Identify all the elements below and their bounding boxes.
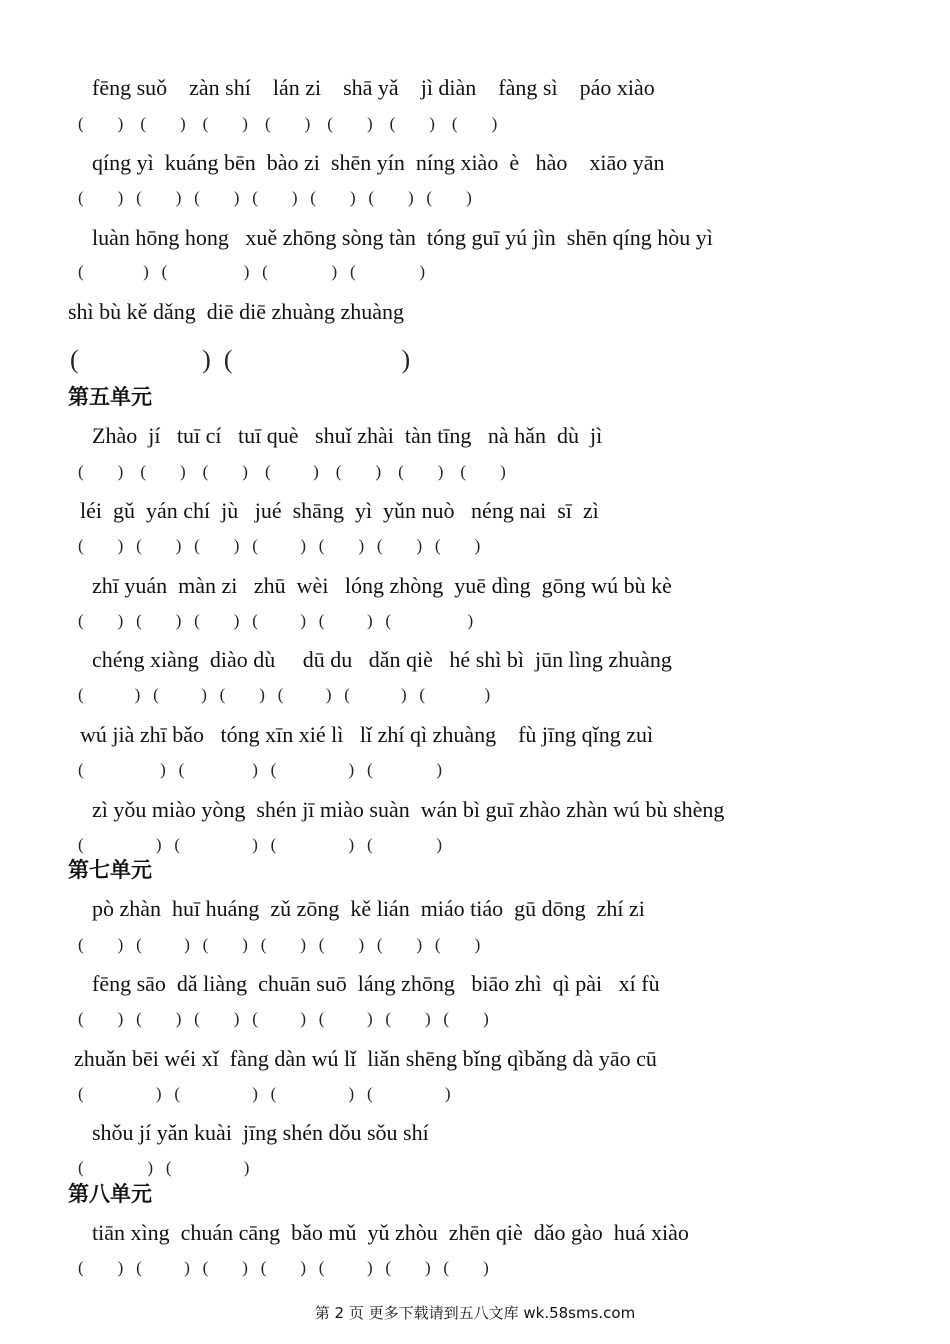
pinyin-line: qíng yì kuáng bēn bào zi shēn yín níng xiào è hào xiāo yān [92,150,665,175]
answer-brackets[interactable]: ( ) ( ) ( ) ( ) ( ) ( ) [78,611,474,630]
pinyin-line: Zhào jí tuī cí tuī què shuǐ zhài tàn tīng nà hǎn dù jì [92,423,603,448]
answer-brackets[interactable]: ( ) ( ) [78,1158,250,1177]
pinyin-line: shǒu jí yǎn kuài jīng shén dǒu sǒu shí [92,1120,429,1145]
pinyin-line: shì bù kě dǎng diē diē zhuàng zhuàng [68,299,405,324]
pinyin-line: pò zhàn huī huáng zǔ zōng kě lián miáo tiáo gū dōng zhí zi [92,896,645,921]
pinyin-line: fēng sāo dǎ liàng chuān suō láng zhōng biāo zhì qì pài xí fù [92,971,660,996]
pinyin-line: zhī yuán màn zi zhū wèi lóng zhòng yuē dìng gōng wú bù kè [92,573,672,598]
answer-brackets[interactable]: ( ) ( ) ( ) ( ) ( ) ( ) ( ) [78,935,481,954]
pinyin-line: zì yǒu miào yòng shén jī miào suàn wán bì guī zhào zhàn wú bù shèng [92,797,725,822]
answer-brackets[interactable]: ( ) ( ) ( ) ( ) ( ) ( ) ( ) [78,536,481,555]
answer-brackets[interactable]: ( ) ( ) ( ) ( ) ( ) ( ) ( ) [78,1258,489,1277]
pinyin-line: tiān xìng chuán cāng bǎo mǔ yǔ zhòu zhēn qiè dǎo gào huá xiào [92,1220,689,1245]
answer-brackets[interactable]: ( ) ( ) [70,345,411,374]
pinyin-line: fēng suǒ zàn shí lán zi shā yǎ jì diàn fàng sì páo xiào [92,75,655,100]
answer-brackets[interactable]: ( ) ( ) ( ) ( ) [78,835,443,854]
unit-heading: 第五单元 [68,385,152,409]
answer-brackets[interactable]: ( ) ( ) ( ) ( ) [78,760,443,779]
pinyin-line: luàn hōng hong xuě zhōng sòng tàn tóng guī yú jìn shēn qíng hòu yì [92,225,713,250]
answer-brackets[interactable]: ( ) ( ) ( ) ( ) [78,262,426,281]
answer-brackets[interactable]: ( ) ( ) ( ) ( ) ( ) ( ) ( ) [78,114,498,133]
pinyin-line: léi gǔ yán chí jù jué shāng yì yǔn nuò néng nai sī zì [80,498,599,523]
pinyin-line: chéng xiàng diào dù dū du dǎn qiè hé shì bì jūn lìng zhuàng [92,647,672,672]
pinyin-line: wú jià zhī bǎo tóng xīn xié lì lǐ zhí qì zhuàng fù jīng qǐng zuì [80,722,654,747]
answer-brackets[interactable]: ( ) ( ) ( ) ( ) [78,1084,451,1103]
answer-brackets[interactable]: ( ) ( ) ( ) ( ) ( ) ( ) ( ) [78,188,472,207]
page-footer: 第 2 页 更多下载请到五八文库 wk.58sms.com [314,1304,636,1322]
answer-brackets[interactable]: ( ) ( ) ( ) ( ) ( ) ( ) [78,685,491,704]
unit-heading: 第八单元 [68,1182,152,1206]
answer-brackets[interactable]: ( ) ( ) ( ) ( ) ( ) ( ) ( ) [78,1009,489,1028]
unit-heading: 第七单元 [68,858,152,882]
pinyin-line: zhuǎn bēi wéi xǐ fàng dàn wú lǐ liǎn shēng bǐng qìbǎng dà yāo cū [74,1046,657,1071]
answer-brackets[interactable]: ( ) ( ) ( ) ( ) ( ) ( ) ( ) [78,462,506,481]
